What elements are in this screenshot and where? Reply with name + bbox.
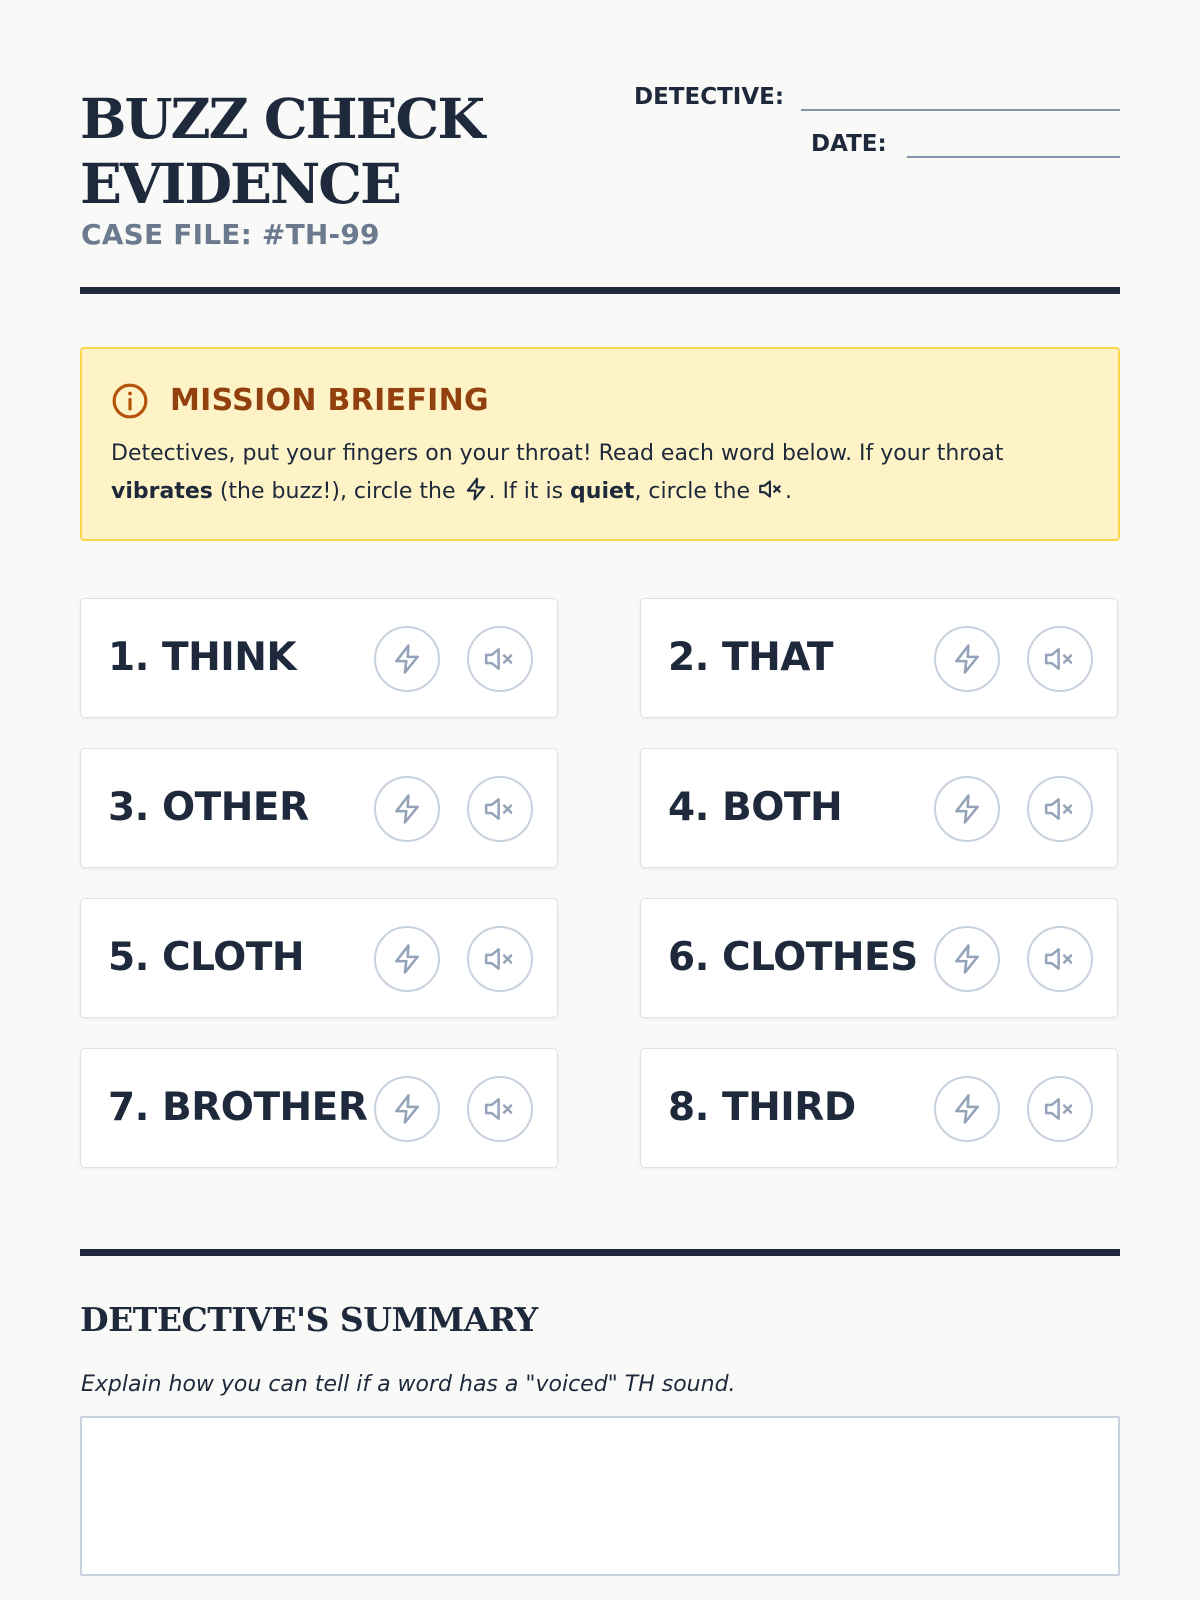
word-card [640,748,1118,868]
word-card [640,898,1118,1018]
briefing-title: MISSION BRIEFING [170,383,489,418]
mute-speaker-icon [1042,1092,1078,1126]
mute-speaker-icon [1042,942,1078,976]
lightning-icon [463,476,489,502]
word-label: 1. THINK [108,635,297,680]
emphasis-vibrates: vibrates [111,479,213,504]
word-label: 5. CLOTH [108,935,305,980]
lightning-icon [390,792,424,826]
page-title: BUZZ CHECK EVIDENCE [80,86,484,216]
quiet-choice-button[interactable] [467,626,533,692]
mute-speaker-icon [482,792,518,826]
voiced-choice-button[interactable] [374,926,440,992]
voiced-choice-button[interactable] [374,776,440,842]
mute-speaker-icon [482,942,518,976]
word-card [80,748,558,868]
info-icon [111,382,149,420]
word-label: 7. BROTHER [108,1085,368,1130]
date-label: DATE: [811,131,887,157]
lightning-icon [950,1092,984,1126]
emphasis-quiet: quiet [570,479,635,504]
lightning-icon [950,942,984,976]
mute-speaker-icon [1042,792,1078,826]
word-label: 3. OTHER [108,785,309,830]
word-label: 8. THIRD [668,1085,856,1130]
mute-speaker-icon [1042,642,1078,676]
lightning-icon [390,942,424,976]
summary-prompt: Explain how you can tell if a word has a "voiced" TH sound. [81,1372,736,1397]
summary-title: DETECTIVE'S SUMMARY [80,1300,538,1339]
lightning-icon [390,642,424,676]
briefing-instructions: Detectives, put your fingers on your throat! Read each word below. If your throat vibrates (the buzz!), circle the . If it is quiet, circle the . [111,441,1004,504]
mute-speaker-icon [482,1092,518,1126]
quiet-choice-button[interactable] [1027,926,1093,992]
voiced-choice-button[interactable] [934,926,1000,992]
summary-answer-box[interactable] [80,1416,1120,1576]
quiet-choice-button[interactable] [467,1076,533,1142]
word-label: 2. THAT [668,635,834,680]
header-divider [80,287,1120,294]
word-label: 4. BOTH [668,785,843,830]
quiet-choice-button[interactable] [1027,1076,1093,1142]
word-card [80,598,558,718]
word-card [640,598,1118,718]
word-card [80,898,558,1018]
voiced-choice-button[interactable] [934,1076,1000,1142]
date-field[interactable] [907,156,1120,158]
word-card [640,1048,1118,1168]
quiet-choice-button[interactable] [467,926,533,992]
lightning-icon [390,1092,424,1126]
quiet-choice-button[interactable] [467,776,533,842]
detective-label: DETECTIVE: [634,84,785,110]
voiced-choice-button[interactable] [374,1076,440,1142]
mission-briefing-box [80,347,1120,541]
lightning-icon [950,792,984,826]
quiet-choice-button[interactable] [1027,776,1093,842]
case-file-number: CASE FILE: #TH-99 [81,218,380,251]
lightning-icon [950,642,984,676]
voiced-choice-button[interactable] [934,776,1000,842]
voiced-choice-button[interactable] [934,626,1000,692]
voiced-choice-button[interactable] [374,626,440,692]
word-card [80,1048,558,1168]
mute-speaker-icon [757,476,785,502]
detective-name-field[interactable] [801,109,1120,111]
quiet-choice-button[interactable] [1027,626,1093,692]
section-divider [80,1249,1120,1256]
word-label: 6. CLOTHES [668,935,918,980]
mute-speaker-icon [482,642,518,676]
